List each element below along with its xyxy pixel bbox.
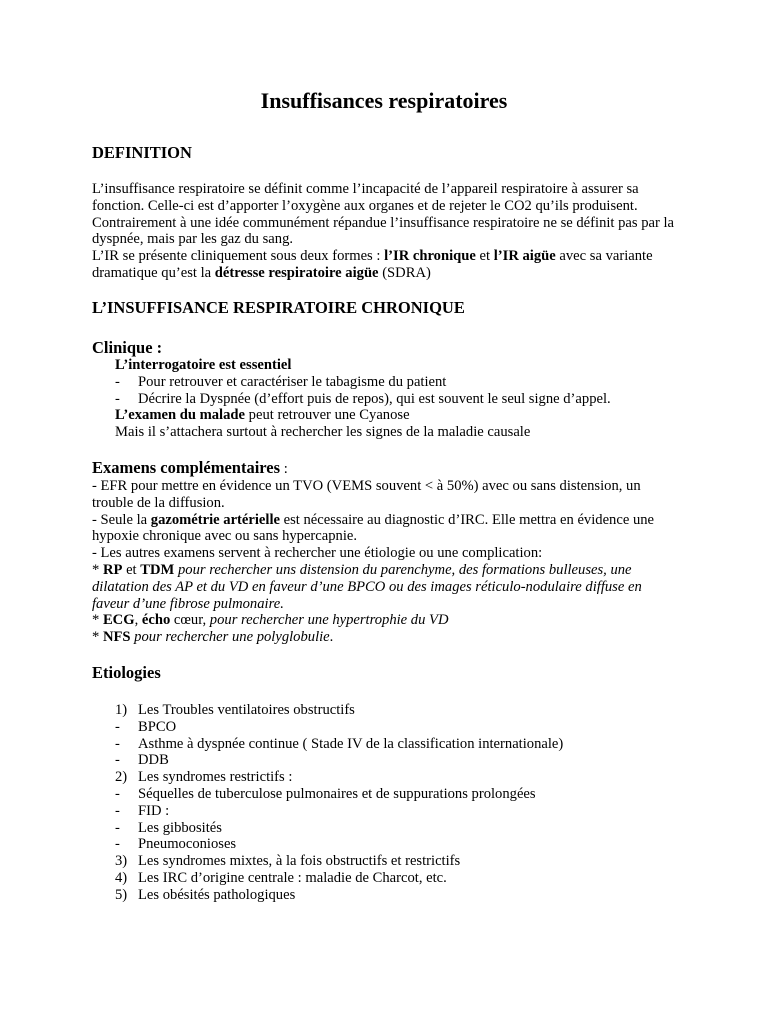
list-item: - FID : — [115, 802, 170, 819]
list-item: - Asthme à dyspnée continue ( Stade IV de la classification internationale) — [115, 735, 564, 752]
list-item: - Pour retrouver et caractériser le tabagisme du patient — [115, 373, 447, 390]
examens-heading: Examens complémentaires : — [92, 458, 288, 477]
list-item: 5) Les obésités pathologiques — [115, 886, 296, 903]
definition-body — [92, 181, 682, 282]
list-item: - Séquelles de tuberculose pulmonaires et de suppurations prolongées — [115, 785, 536, 802]
list-item: - Décrire la Dyspnée (d’effort puis de repos), qui est souvent le seul signe d’appel. — [115, 390, 611, 407]
list-item: - DDB — [115, 752, 169, 769]
list-item: 4) Les IRC d’origine centrale : maladie de Charcot, etc. — [115, 869, 447, 886]
list-item: 1) Les Troubles ventilatoires obstructifs — [115, 702, 355, 718]
document-title: Insuffisances respiratoires — [260, 88, 508, 113]
examens-body — [92, 478, 682, 646]
list-item: 3) Les syndromes mixtes, à la fois obstructifs et restrictifs — [115, 853, 461, 870]
list-item: - Les gibbosités — [115, 819, 222, 836]
clinique-heading: Clinique : — [92, 338, 163, 357]
list-item: - BPCO — [115, 718, 177, 735]
efr-line: - EFR pour mettre en évidence un TVO (VEMS souvent < à 50%) avec ou sans distension, un trouble de la diffusion. — [92, 478, 641, 511]
etiologies-heading: Etiologies — [92, 663, 161, 682]
definition-heading: DEFINITION — [92, 143, 192, 162]
mais-line: Mais il s’attachera surtout à rechercher les signes de la maladie causale — [115, 424, 531, 441]
gazometrie-line: - Seule la gazométrie artérielle est nécessaire au diagnostic d’IRC. Elle mettra en évidence une hypoxie chronique avec ou sans hypercapnie. — [92, 511, 655, 545]
chronique-heading: L’INSUFFISANCE RESPIRATOIRE CHRONIQUE — [92, 298, 465, 317]
examen-line: L’examen du malade peut retrouver une Cyanose — [115, 407, 410, 424]
ecg-line: * ECG, écho cœur, pour rechercher une hypertrophie du VD — [92, 612, 449, 629]
nfs-line: * NFS pour rechercher une polyglobulie. — [92, 629, 334, 646]
interrogatoire-subheading: L’interrogatoire est essentiel — [115, 357, 292, 373]
etiologies-list — [92, 702, 682, 904]
definition-forms-paragraph: L’IR se présente cliniquement sous deux formes : l’IR chronique et l’IR aigüe avec sa variante dramatique qu’est la détresse respiratoire aigüe (SDRA) — [92, 248, 653, 281]
list-item: - Pneumoconioses — [115, 836, 237, 853]
clinique-body — [92, 357, 682, 441]
autres-examens-line: - Les autres examens servent à rechercher une étiologie ou une complication: — [92, 545, 543, 562]
list-item: 2) Les syndromes restrictifs : — [115, 769, 293, 786]
definition-paragraph: L’insuffisance respiratoire se définit comme l’incapacité de l’appareil respiratoire à assurer sa fonction. Celle-ci est d’apporter l’oxygène aux organes et de rejeter le CO2 qu’ils produisent. Contrairement à une idée communément répandue l’insuffisance respiratoire ne se définit pas par la dyspnée, mais par les gaz du sang. — [92, 181, 675, 248]
rp-tdm-line: * RP et TDM pour rechercher uns distension du parenchyme, des formations bulleuses, une dilatation des AP et du VD en faveur d’une BPCO ou des images réticulo-nodulaire diffuse en faveur d’une fibrose pulmonaire. — [92, 561, 642, 612]
